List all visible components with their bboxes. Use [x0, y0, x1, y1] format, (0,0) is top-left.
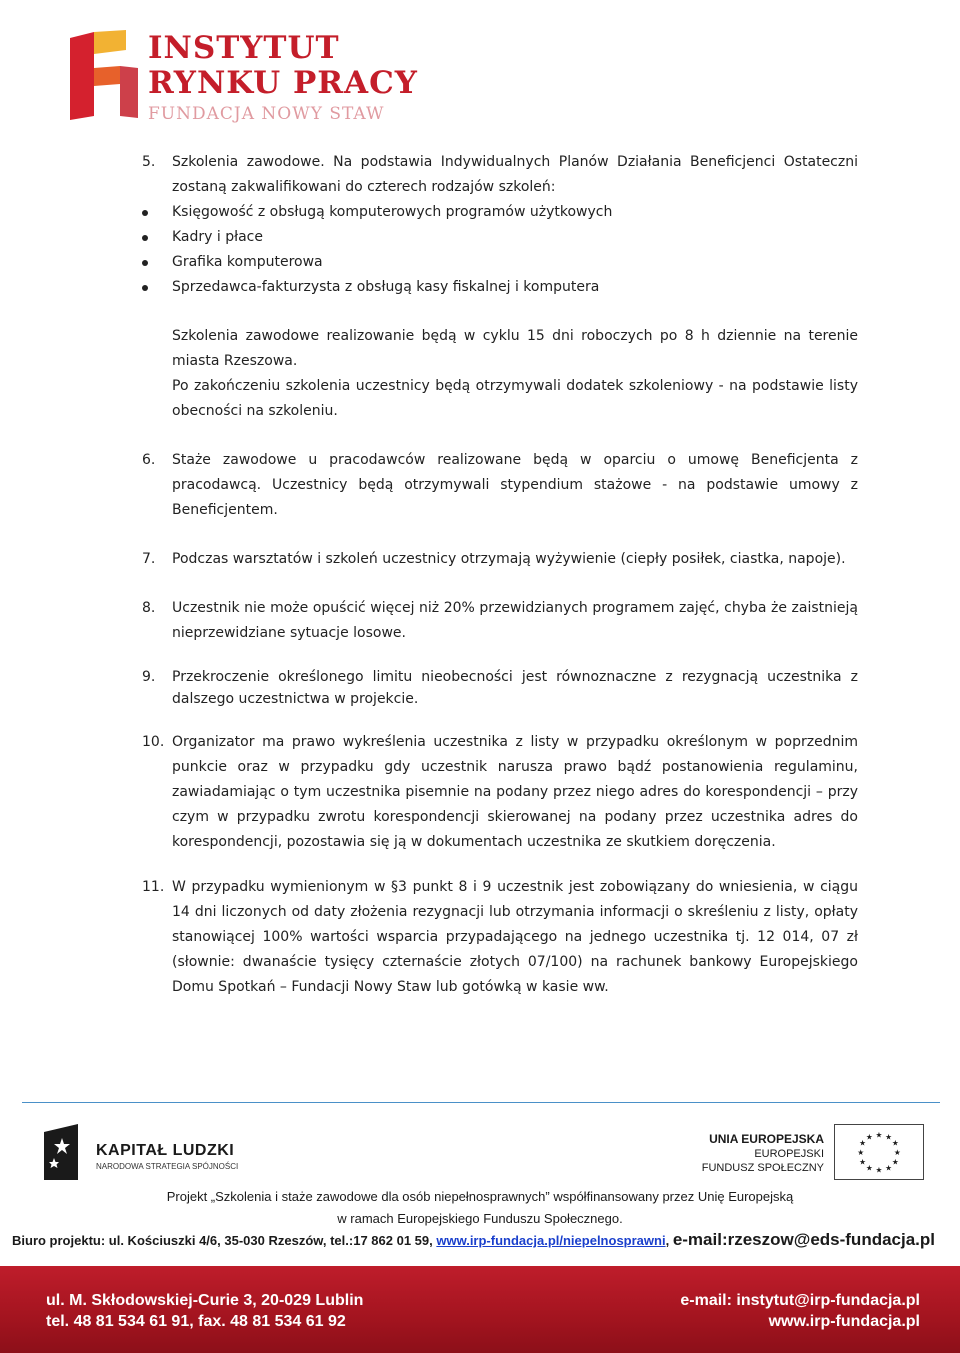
svg-text:★: ★ — [859, 1138, 867, 1148]
section-number: 8. — [142, 600, 156, 616]
section-number: 5. — [142, 154, 156, 170]
section-text: Organizator ma prawo wykreślenia uczestnika z listy w przypadku określonym w poprzednim punkcie oraz w przypadku gdy uczestnik narusza prawo bądź postanowienia regulaminu, zawiadamiając o tym uczestnika pisemnie na podany przez niego adres do korespondencji – przy czym w przypadku zwrotu korespondencji skierowanej na podany przez uczestnika adres do korespondencji, pozostawia się ją w dokumentach uczestnika ze skutkiem doręczenia. — [172, 734, 858, 850]
kapital-ludzki-subtitle: NARODOWA STRATEGIA SPÓJNOŚCI — [96, 1162, 239, 1171]
section-7 — [142, 547, 858, 572]
eu-fund-line1: EUROPEJSKI — [754, 1148, 824, 1160]
svg-text:★: ★ — [859, 1157, 867, 1167]
logo-title-line1: INSTYTUT — [148, 30, 340, 66]
section-text: Podczas warsztatów i szkoleń uczestnicy otrzymają wyżywienie (ciepły posiłek, ciastka, napoje). — [172, 551, 846, 567]
office-separator: , — [665, 1233, 673, 1248]
institute-address: ul. M. Skłodowskiej-Curie 3, 20-029 Lublin — [46, 1292, 364, 1309]
footer-divider — [22, 1102, 940, 1103]
institute-website: www.irp-fundacja.pl — [768, 1313, 920, 1330]
project-office-info — [12, 1230, 935, 1250]
list-item: Kadry i płace — [142, 225, 858, 250]
kapital-ludzki-title: KAPITAŁ LUDZKI — [96, 1142, 235, 1159]
paragraph: Szkolenia zawodowe realizowanie będą w cyklu 15 dni roboczych po 8 h dziennie na terenie miasta Rzeszowa. — [172, 328, 858, 369]
institute-logo-icon — [64, 28, 142, 122]
logo-title-line2: RYNKU PRACY — [148, 65, 418, 101]
project-info-line2: w ramach Europejskiego Funduszu Społecznego. — [337, 1211, 623, 1226]
svg-text:★: ★ — [875, 1130, 883, 1140]
svg-text:★: ★ — [893, 1147, 901, 1157]
project-website-link[interactable]: www.irp-fundacja.pl/niepelnosprawni — [436, 1233, 666, 1248]
logo-subtitle: FUNDACJA NOWY STAW — [148, 104, 385, 124]
svg-text:★: ★ — [875, 1165, 883, 1175]
kapital-ludzki-icon — [40, 1122, 82, 1182]
section-10 — [142, 730, 858, 855]
svg-text:★: ★ — [865, 1163, 873, 1173]
section-number: 7. — [142, 551, 156, 567]
svg-text:★: ★ — [885, 1163, 893, 1173]
section-text: Uczestnik nie może opuścić więcej niż 20% przewidzianych programem zajęć, chyba że zaistnieją nieprzewidziane sytuacje losowe. — [172, 600, 858, 641]
office-address: Biuro projektu: ul. Kościuszki 4/6, 35-030 Rzeszów, tel.:17 862 01 59, — [12, 1233, 437, 1248]
list-item: Księgowość z obsługą komputerowych programów użytkowych — [142, 200, 858, 225]
section-number: 9. — [142, 669, 156, 685]
office-email: e-mail:rzeszow@eds-fundacja.pl — [672, 1230, 936, 1249]
section-text: W przypadku wymienionym w §3 punkt 8 i 9 uczestnik jest zobowiązany do wniesienia, w ciągu 14 dni liczonych od daty złożenia rezygnacji lub otrzymania informacji o skreśleniu z listy, opłaty stanowiącej 100% wartości wsparcia przypadającego na jednego uczestnika tj. 12 014, 07 zł (słownie: dwanaście tysięcy czternaście złotych 07/100) na rachunek bankowy Europejskiego Domu Spotkań – Fundacji Nowy Staw lub gotówką w kasie ww. — [172, 879, 858, 995]
section-8 — [142, 596, 858, 646]
section-number: 10. — [142, 734, 165, 750]
section-text: Przekroczenie określonego limitu nieobecności jest równoznaczne z rezygnacją uczestnika z dalszego uczestnictwa w projekcie. — [172, 669, 858, 707]
eu-fund-line2: FUNDUSZ SPOŁECZNY — [701, 1162, 824, 1174]
eu-logo — [700, 1124, 924, 1184]
project-info-line1: Projekt „Szkolenia i staże zawodowe dla osób niepełnosprawnych” współfinansowany przez Unię Europejską — [166, 1189, 794, 1204]
svg-text:★: ★ — [885, 1132, 893, 1142]
svg-text:★: ★ — [857, 1147, 865, 1157]
svg-text:★: ★ — [891, 1157, 899, 1167]
institute-phone: tel. 48 81 534 61 91, fax. 48 81 534 61 92 — [46, 1313, 346, 1330]
eu-flag-icon — [834, 1124, 924, 1180]
document-body — [142, 150, 858, 1000]
section-number: 11. — [142, 879, 165, 895]
institute-email: e-mail: instytut@irp-fundacja.pl — [680, 1292, 920, 1309]
institute-logo — [64, 22, 418, 132]
section-text: Szkolenia zawodowe. Na podstawia Indywidualnych Planów Działania Beneficjenci Ostateczni zostaną zakwalifikowani do czterech rodzajów szkoleń: — [172, 154, 858, 195]
list-item: Grafika komputerowa — [142, 250, 858, 275]
section-11 — [142, 875, 858, 1000]
paragraph: Po zakończeniu szkolenia uczestnicy będą otrzymywali dodatek szkoleniowy - na podstawie listy obecności na szkoleniu. — [172, 378, 858, 419]
list-item: Sprzedawca-fakturzysta z obsługą kasy fiskalnej i komputera — [142, 275, 858, 300]
training-list — [142, 200, 858, 300]
section-5 — [142, 150, 858, 200]
eu-title: UNIA EUROPEJSKA — [709, 1132, 824, 1146]
section-9 — [142, 666, 858, 710]
svg-text:★: ★ — [891, 1138, 899, 1148]
section-number: 6. — [142, 452, 156, 468]
kapital-ludzki-logo — [40, 1122, 260, 1182]
section-text: Staże zawodowe u pracodawców realizowane będą w oparciu o umowę Beneficjenta z pracodawcą. Uczestnicy będą otrzymywali stypendium stażowe - na podstawie umowy z Beneficjentem. — [172, 452, 858, 518]
section-6 — [142, 448, 858, 523]
svg-text:★: ★ — [865, 1132, 873, 1142]
